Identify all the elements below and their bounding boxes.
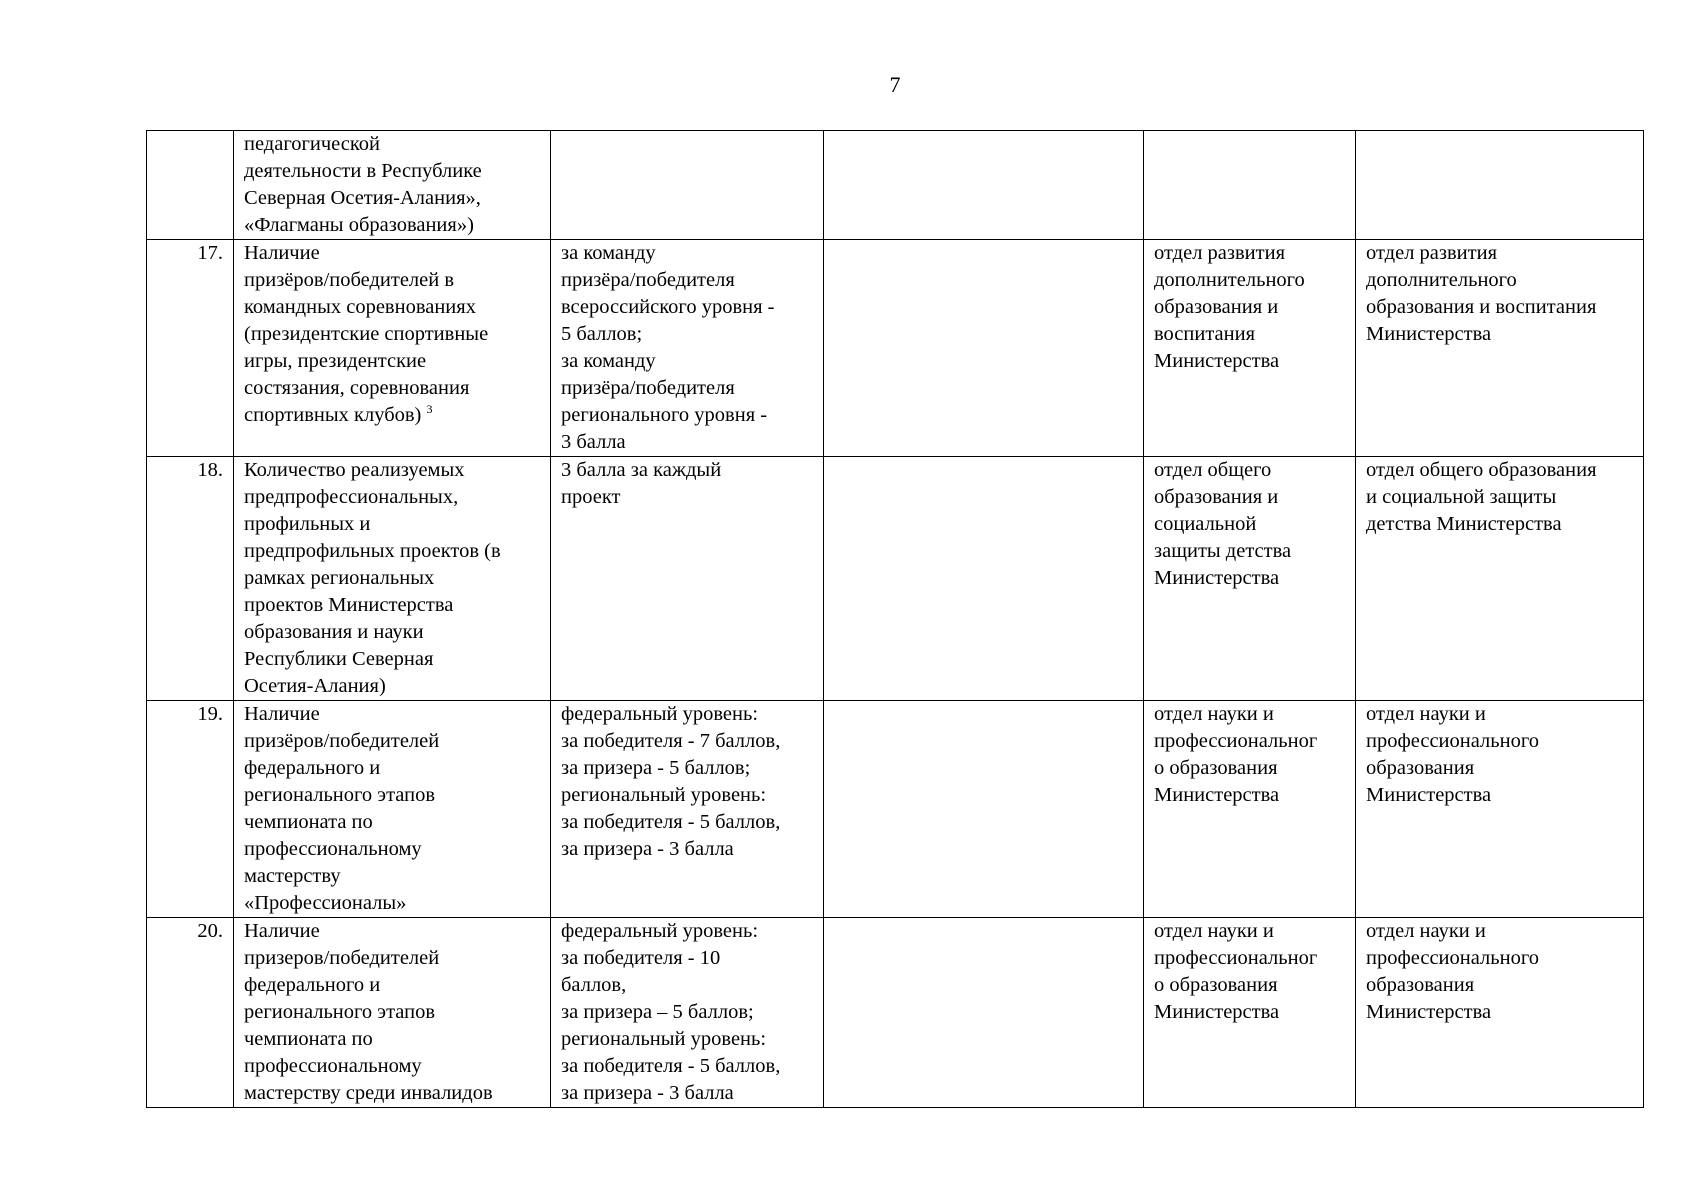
page-number: 7 bbox=[889, 72, 901, 97]
row-number: 19. bbox=[147, 701, 234, 918]
department-cell: отдел науки и профессиональног о образования Министерства bbox=[1144, 701, 1356, 918]
points-cell bbox=[551, 131, 824, 240]
table-row bbox=[147, 240, 1644, 457]
points-cell: за команду призёра/победителя всероссийского уровня - 5 баллов; за команду призёра/победителя регионального уровня - 3 балла bbox=[551, 240, 824, 457]
indicator-cell bbox=[234, 131, 551, 240]
department-cell: отдел развития дополнительного образования и воспитания Министерства bbox=[1144, 240, 1356, 457]
extra-cell bbox=[824, 918, 1144, 1108]
table-row bbox=[147, 131, 1644, 240]
indicator-cell bbox=[234, 701, 551, 918]
extra-cell bbox=[824, 457, 1144, 701]
indicator-text: Количество реализуемых предпрофессиональных, профильных и предпрофильных проектов (в рамках региональных проектов Министерства образования и науки Республики Северная Осетия-Алания) bbox=[244, 459, 501, 697]
extra-cell bbox=[824, 131, 1144, 240]
table-row bbox=[147, 457, 1644, 701]
extra-cell bbox=[824, 701, 1144, 918]
indicator-cell bbox=[234, 457, 551, 701]
indicator-cell bbox=[234, 918, 551, 1108]
indicator-text: Наличие призёров/победителей в командных соревнованиях (президентские спортивные игры, президентские состязания, соревнования спортивных клубов) bbox=[244, 242, 489, 426]
row-number: 18. bbox=[147, 457, 234, 701]
criteria-table bbox=[146, 130, 1644, 1108]
row-number: 20. bbox=[147, 918, 234, 1108]
points-cell: федеральный уровень: за победителя - 7 баллов, за призера - 5 баллов; региональный уровень: за победителя - 5 баллов, за призера - 3 балла bbox=[551, 701, 824, 918]
department-cell: отдел науки и профессиональног о образования Министерства bbox=[1144, 918, 1356, 1108]
footnote-marker: 3 bbox=[426, 402, 433, 417]
row-number bbox=[147, 131, 234, 240]
indicator-text: Наличие призёров/победителей федерального и регионального этапов чемпионата по профессиональному мастерству «Профессионалы» bbox=[244, 703, 440, 914]
department-cell bbox=[1144, 131, 1356, 240]
table-row bbox=[147, 918, 1644, 1108]
indicator-text: педагогической деятельности в Республике Северная Осетия-Алания», «Флагманы образования») bbox=[244, 133, 482, 236]
row-number: 17. bbox=[147, 240, 234, 457]
responsible-cell: отдел науки и профессионального образования Министерства bbox=[1356, 701, 1644, 918]
department-cell: отдел общего образования и социальной защиты детства Министерства bbox=[1144, 457, 1356, 701]
indicator-text: Наличие призеров/победителей федерального и регионального этапов чемпионата по профессиональному мастерству среди инвалидов bbox=[244, 920, 493, 1104]
points-cell: федеральный уровень: за победителя - 10 баллов, за призера – 5 баллов; региональный уровень: за победителя - 5 баллов, за призера - 3 балла bbox=[551, 918, 824, 1108]
responsible-cell bbox=[1356, 131, 1644, 240]
extra-cell bbox=[824, 240, 1144, 457]
indicator-cell bbox=[234, 240, 551, 457]
table-row bbox=[147, 701, 1644, 918]
responsible-cell: отдел развития дополнительного образования и воспитания Министерства bbox=[1356, 240, 1644, 457]
responsible-cell: отдел общего образования и социальной защиты детства Министерства bbox=[1356, 457, 1644, 701]
responsible-cell: отдел науки и профессионального образования Министерства bbox=[1356, 918, 1644, 1108]
points-cell: 3 балла за каждый проект bbox=[551, 457, 824, 701]
